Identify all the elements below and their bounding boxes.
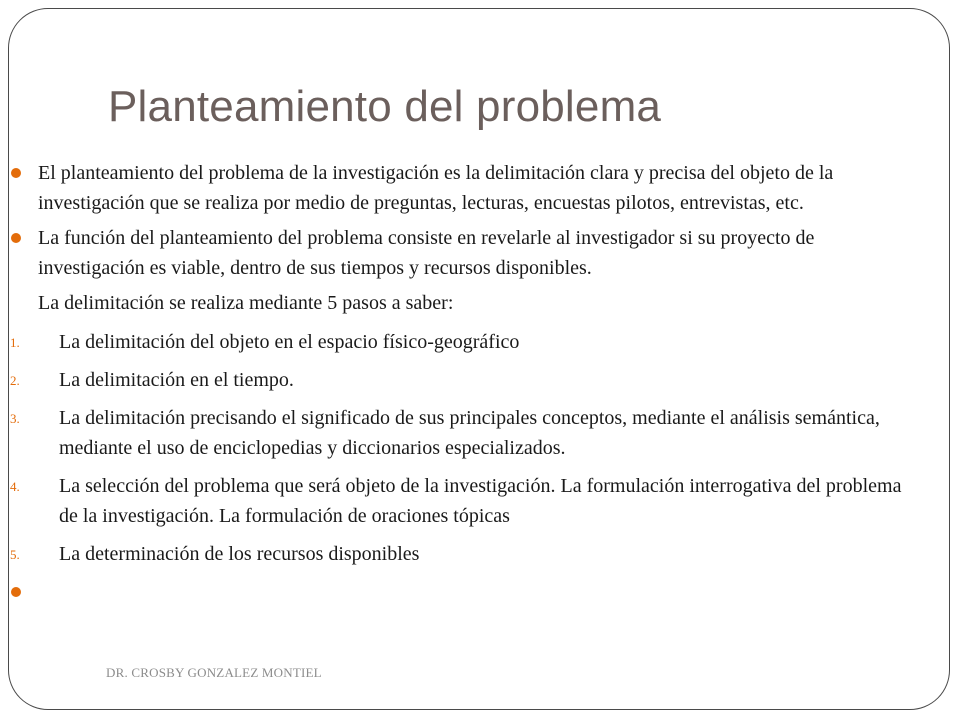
step-number: 4. — [10, 479, 20, 494]
step-text: La selección del problema que será objeto de la investigación. La formulación interrogativa del problema de la investigación. La formulación de oraciones tópicas — [59, 475, 902, 527]
step-text: La delimitación en el tiempo. — [59, 369, 294, 391]
step-item — [0, 327, 940, 357]
bullet-dot-icon — [11, 233, 21, 243]
step-number: 2. — [10, 373, 20, 388]
step-number: 5. — [10, 547, 20, 562]
step-item — [0, 365, 940, 395]
step-text: La delimitación precisando el significado de sus principales conceptos, mediante el análisis semántica, mediante el uso de enciclopedias y diccionarios especializados. — [59, 407, 880, 459]
steps-intro: La delimitación se realiza mediante 5 pasos a saber: — [38, 292, 454, 314]
step-item — [0, 403, 940, 463]
bullet-item — [0, 223, 940, 283]
step-item — [0, 471, 940, 531]
bullet-dot-icon — [11, 168, 21, 178]
bullet-text: La función del planteamiento del problema consiste en revelarle al investigador si su proyecto de investigación es viable, dentro de sus tiempos y recursos disponibles. — [38, 227, 815, 279]
step-number: 1. — [10, 335, 20, 350]
step-text: La delimitación del objeto en el espacio físico-geográfico — [59, 331, 520, 353]
slide-footer: DR. CROSBY GONZALEZ MONTIEL — [106, 665, 322, 680]
slide-title: Planteamiento del problema — [108, 82, 662, 131]
step-item — [0, 539, 940, 569]
bullet-text: El planteamiento del problema de la investigación es la delimitación clara y precisa del objeto de la investigación que se realiza por medio de preguntas, lecturas, encuestas pilotos, entrevistas, etc. — [38, 162, 834, 214]
step-text: La determinación de los recursos disponibles — [59, 543, 420, 565]
bullet-item — [0, 158, 940, 218]
bullet-dot-icon — [11, 587, 21, 597]
slide-content — [0, 158, 940, 601]
step-number: 3. — [10, 411, 20, 426]
empty-bullet-item — [0, 577, 940, 601]
